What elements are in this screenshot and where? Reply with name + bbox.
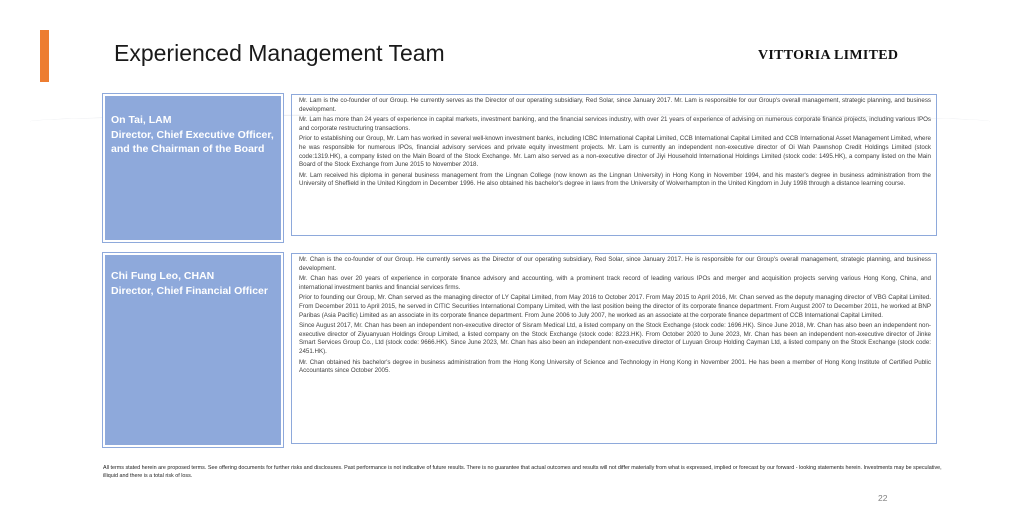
bio-paragraph: Mr. Chan is the co-founder of our Group. He currently serves as the Director of our operating subsidiary, Red Solar, since January 2017. He is responsible for our Group's overall management, strategic planning, and business development. [299,256,931,272]
bio-paragraph: Mr. Chan has over 20 years of experience in corporate finance advisory and accounting, with a prominent track record of leading various IPOs and merger and acquisition projects serving various Hong Kong, China, and international investment banks and financial services firms. [299,275,931,291]
bio-paragraph: Mr. Lam is the co-founder of our Group. He currently serves as the Director of our operating subsidiary, Red Solar, since January 2017. Mr. Lam is responsible for our Group's overall management, strategic planning, and business development. [299,97,931,113]
person-name: Chi Fung Leo, CHAN [111,270,215,282]
person-name-block [111,269,275,298]
bio-paragraph: Mr. Chan obtained his bachelor's degree in business administration from the Hong Kong University of Science and Technology in Hong Kong in November 2001. He has been a member of Hong Kong Institute of Certified Public Accountants since October 2005. [299,358,931,375]
disclaimer-text: All terms stated herein are proposed terms. See offering documents for further risks and disclosures. Past performance is not indicative of future results. There is no guarantee that actual outcomes and results will not differ materially from what is expressed, implied or forecast by our forward - looking statements herein. Investments may be speculative, illiquid and there is a total risk of loss. [103,465,942,479]
accent-bar [40,30,49,82]
bio-paragraph: Prior to founding our Group, Mr. Chan served as the managing director of LY Capital Limited, from May 2016 to October 2017. From May 2015 to April 2016, Mr. Chan served as the deputy managing director of VBG Capital Limited. From December 2011 to April 2015, he served in CITIC Securities International Company Limited, with the last position being the director of its corporate finance department. From August 2007 to December 2011, he worked at BNP Paribas (Asia Pacific) Limited as an associate in its corporate finance department. From June 2006 to July 2007, he worked as an associate at the corporate finance department of CCB International Capital Limited. [299,294,931,319]
bio-paragraph: Mr. Lam has more than 24 years of experience in capital markets, investment banking, and the financial services industry, with over 21 years of experience of advising on numerous corporate finance projects, including various IPOs and corporate restructuring transactions. [299,116,931,132]
page-title: Experienced Management Team [114,40,445,66]
bio-box-chan [291,253,937,444]
person-role: Director, Chief Executive Officer, and the Chairman of the Board [111,128,274,155]
company-name: VITTORIA LIMITED [758,48,899,63]
person-name-block [111,113,275,157]
bio-box-lam [291,94,937,236]
person-role: Director, Chief Financial Officer [111,284,268,297]
person-card-lam [103,94,283,242]
person-card-chan [103,253,283,447]
bio-paragraph: Since August 2017, Mr. Chan has been an independent non-executive director of Sisram Medical Ltd, a listed company on the Stock Exchange (stock code: 1696.HK). Since June 2018, Mr. Chan has also been an independent non-executive director of Ziyuanyuan Holdings Group Limited, a listed company on the Stock Exchange (stock code: 8223.HK). From October 2020 to June 2023, Mr. Chan has been an independent non-executive director of Jinke Smart Services Group Co., Ltd (stock code: 9666.HK). Since June 2023, Mr. Chan has also been an independent non-executive director of Luyuan Group Holding Cayman Ltd, a listed company on the Stock Exchange (stock code: 2451.HK). [299,322,931,355]
bio-paragraph: Prior to establishing our Group, Mr. Lam has worked in several well-known investment banks, including ICBC International Capital Limited, CCB International Capital Limited and CCB International Asset Management Limited, where he was responsible for numerous IPOs, financial advisory services and private equity investment projects. Mr. Lam is currently an independent non-executive director of Oi Wah Pawnshop Credit Holdings Limited (stock code:1319.HK), a company listed on the Main Board of the Stock Exchange. Mr. Lam also served as a non-executive director of Jiyi Household International Holdings Limited (stock code: 1495.HK), a company listed on the Main Board of the Stock Exchange from June 2015 to November 2018. [299,135,931,169]
bio-paragraph: Mr. Lam received his diploma in general business management from the Lingnan College (now known as the Lingnan University) in Hong Kong in November 1994, and his master's degree in business administration from the University of Sheffield in the United Kingdom in December 1996. He also obtained his bachelor's degree in laws from the University of Wolverhampton in the United Kingdom in July 1998 through a distance learning course. [299,171,931,188]
person-name: On Tai, LAM [111,114,172,126]
page-number: 22 [878,493,888,503]
